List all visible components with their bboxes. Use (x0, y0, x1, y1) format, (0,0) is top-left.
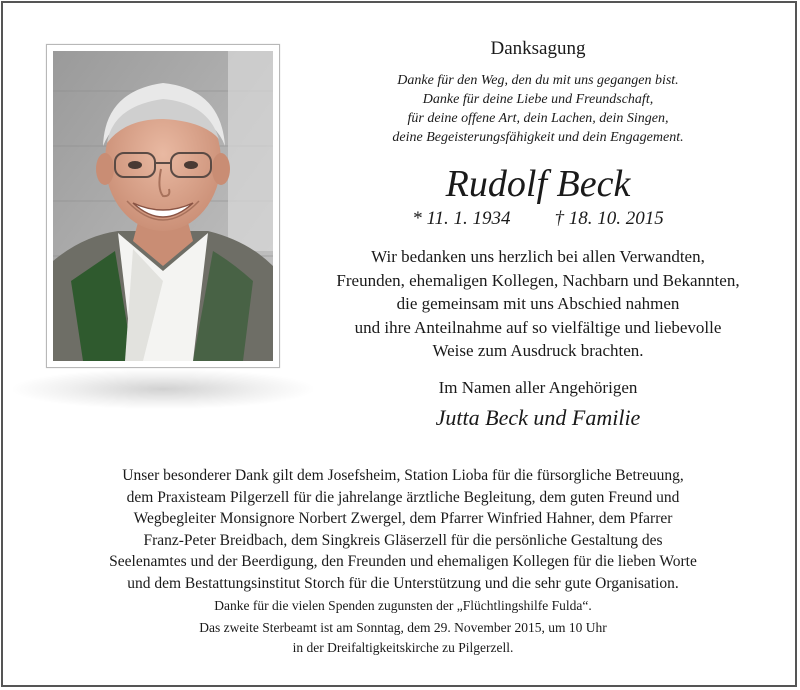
special-thanks-line: Wegbegleiter Monsignore Norbert Zwergel, dem Pfarrer Winfried Hahner, dem Pfarrer (133, 510, 673, 527)
special-thanks-line: Franz-Peter Breidbach, dem Singkreis Gläserzell für die persönliche Gestaltung des (143, 531, 663, 549)
thanks-paragraph (303, 245, 773, 363)
death-date: † 18. 10. 2015 (554, 208, 664, 229)
birth-date: * 11. 1. 1934 (412, 208, 511, 229)
service-note (23, 618, 783, 658)
special-thanks-line: dem Praxisteam Pilgerzell für die jahrelange ärztliche Begleitung, dem guten Freund und (126, 488, 680, 506)
portrait-photo (46, 44, 280, 368)
thanks-line: und ihre Anteilnahme auf so vielfältige und liebevolle (354, 317, 722, 337)
photo-shadow (13, 369, 313, 409)
service-line: Das zweite Sterbeamt ist am Sonntag, dem 29. November 2015, um 10 Uhr (199, 620, 607, 635)
thanks-line: Freunden, ehemaligen Kollegen, Nachbarn und Bekannten, (336, 270, 740, 290)
special-thanks-paragraph (23, 465, 783, 594)
donation-note (23, 596, 783, 616)
special-thanks-section (23, 465, 783, 658)
thanks-line: Wir bedanken uns herzlich bei allen Verwandten, (371, 247, 705, 266)
family-signature: Jutta Beck und Familie (435, 404, 641, 430)
special-thanks-line: Seelenamtes und der Beerdigung, den Freunden und ehemaligen Kollegen für die lieben Worte (109, 553, 697, 570)
special-thanks-line: und dem Bestattungsinstitut Storch für die Unterstützung und die sehr gute Organisation. (127, 574, 679, 592)
on-behalf-line: Im Namen aller Angehörigen (438, 377, 638, 397)
poem (303, 71, 773, 147)
special-thanks-line: Unser besonderer Dank gilt dem Josefsheim, Station Lioba für die fürsorgliche Betreuung, (122, 467, 684, 484)
portrait-image (53, 51, 273, 361)
poem-line: für deine offene Art, dein Lachen, dein Singen, (407, 111, 669, 126)
poem-line: Danke für den Weg, den du mit uns gegangen bist. (397, 73, 679, 88)
service-line: in der Dreifaltigkeitskirche zu Pilgerzell. (292, 640, 514, 655)
poem-line: deine Begeisterungsfähigkeit und dein Engagement. (392, 130, 684, 145)
thanks-line: die gemeinsam mit uns Abschied nahmen (396, 294, 680, 313)
thanks-line: Weise zum Ausdruck brachten. (432, 341, 644, 360)
life-dates (303, 207, 773, 231)
donation-line: Danke für die vielen Spenden zugunsten der „Flüchtlingshilfe Fulda“. (214, 598, 592, 613)
obituary-card (1, 1, 797, 687)
deceased-name: Rudolf Beck (445, 163, 631, 205)
heading: Danksagung (490, 38, 586, 59)
poem-line: Danke für deine Liebe und Freundschaft, (422, 92, 654, 107)
main-text-column (303, 33, 773, 433)
